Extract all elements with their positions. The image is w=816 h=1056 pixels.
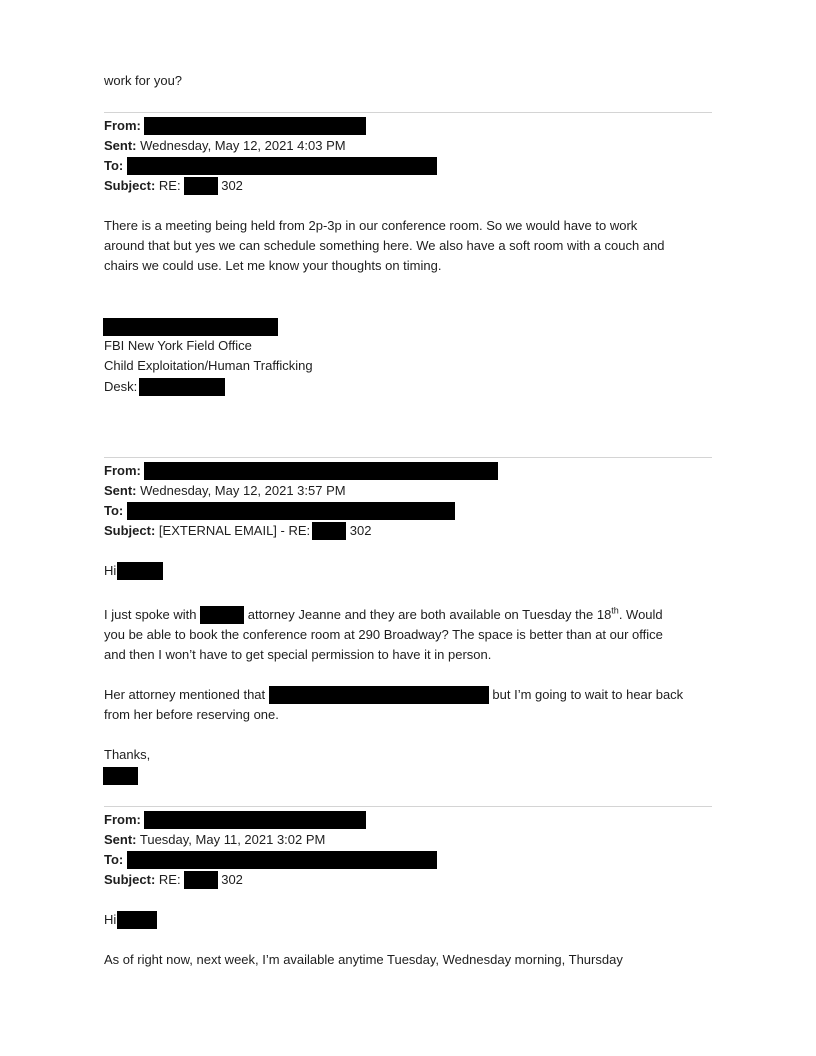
intro-text: work for you? bbox=[104, 73, 183, 88]
subject-label: Subject: bbox=[104, 178, 156, 193]
email3-sent-row bbox=[104, 831, 325, 849]
redaction-block bbox=[127, 157, 437, 175]
redaction-block bbox=[312, 522, 346, 540]
redaction-block bbox=[139, 378, 225, 396]
email3-subject-prefix: RE: bbox=[158, 872, 181, 887]
separator-rule bbox=[104, 457, 712, 458]
separator-rule bbox=[104, 112, 712, 113]
to-label: To: bbox=[104, 503, 124, 518]
redaction-block bbox=[144, 117, 366, 135]
email2-sent-row bbox=[104, 482, 346, 500]
signature-office: FBI New York Field Office bbox=[104, 338, 252, 353]
email2-text: . Would bbox=[618, 607, 663, 622]
email3-subject-suffix: 302 bbox=[221, 872, 243, 887]
email3-to-row bbox=[104, 851, 437, 869]
email1-body-line: chairs we could use. Let me know your thoughts on timing. bbox=[104, 258, 442, 273]
from-label: From: bbox=[104, 463, 141, 478]
redaction-block bbox=[127, 851, 437, 869]
signature-desk-row bbox=[104, 378, 225, 396]
from-label: From: bbox=[104, 118, 141, 133]
email1-subject-row bbox=[104, 177, 243, 195]
email2-superscript: th bbox=[611, 605, 619, 616]
redaction-block bbox=[117, 911, 157, 929]
email1-sent-value: Wednesday, May 12, 2021 4:03 PM bbox=[140, 138, 346, 153]
signature-desk-label: Desk: bbox=[104, 379, 138, 394]
email2-to-row bbox=[104, 502, 455, 520]
email1-body-line: There is a meeting being held from 2p-3p in our conference room. So we would have to work bbox=[104, 218, 638, 233]
email3-subject-row bbox=[104, 871, 243, 889]
redaction-block bbox=[144, 811, 366, 829]
sent-label: Sent: bbox=[104, 832, 137, 847]
redaction-block bbox=[200, 606, 244, 624]
to-label: To: bbox=[104, 158, 124, 173]
email3-greeting-row bbox=[104, 911, 157, 929]
email2-subject-suffix: 302 bbox=[349, 523, 372, 538]
email-thread bbox=[104, 0, 712, 1056]
redaction-block bbox=[269, 686, 489, 704]
email2-text: but I’m going to wait to hear back bbox=[492, 687, 684, 702]
email2-para2-line bbox=[104, 686, 683, 704]
redaction-block bbox=[103, 318, 278, 336]
email2-para1-line: you be able to book the conference room at 290 Broadway? The space is better than at our office bbox=[104, 627, 663, 642]
email2-from-row bbox=[104, 462, 498, 480]
email2-greeting-row bbox=[104, 562, 163, 580]
email2-para1-line: and then I won’t have to get special permission to have it in person. bbox=[104, 647, 492, 662]
email1-subject-prefix: RE: bbox=[158, 178, 181, 193]
email3-sent-value: Tuesday, May 11, 2021 3:02 PM bbox=[139, 832, 326, 847]
to-label: To: bbox=[104, 852, 124, 867]
email2-text: attorney Jeanne and they are both available on Tuesday the 18 bbox=[247, 607, 612, 622]
email2-greeting: Hi bbox=[104, 563, 117, 578]
email2-sent-value: Wednesday, May 12, 2021 3:57 PM bbox=[140, 483, 346, 498]
sent-label: Sent: bbox=[104, 138, 137, 153]
redaction-block bbox=[144, 462, 498, 480]
sent-label: Sent: bbox=[104, 483, 137, 498]
subject-label: Subject: bbox=[104, 872, 156, 887]
redaction-block bbox=[103, 767, 138, 785]
email2-subject-row bbox=[104, 522, 371, 540]
email2-closing: Thanks, bbox=[104, 747, 151, 762]
redaction-block bbox=[127, 502, 455, 520]
signature-unit: Child Exploitation/Human Trafficking bbox=[104, 358, 313, 373]
email2-text: I just spoke with bbox=[104, 607, 197, 622]
email2-subject-prefix: [EXTERNAL EMAIL] - RE: bbox=[158, 523, 311, 538]
from-label: From: bbox=[104, 812, 141, 827]
email1-to-row bbox=[104, 157, 437, 175]
redaction-block bbox=[184, 177, 218, 195]
email2-para1-line bbox=[104, 606, 663, 624]
email2-text: Her attorney mentioned that bbox=[104, 687, 266, 702]
email3-body-line: As of right now, next week, I’m available anytime Tuesday, Wednesday morning, Thursday bbox=[104, 952, 623, 967]
separator-rule bbox=[104, 806, 712, 807]
email1-body-line: around that but yes we can schedule something here. We also have a soft room with a couch and bbox=[104, 238, 665, 253]
redaction-block bbox=[117, 562, 163, 580]
email1-subject-suffix: 302 bbox=[221, 178, 243, 193]
email1-sent-row bbox=[104, 137, 346, 155]
email3-from-row bbox=[104, 811, 366, 829]
email3-greeting: Hi bbox=[104, 912, 117, 927]
email2-para2-line: from her before reserving one. bbox=[104, 707, 279, 722]
email1-from-row bbox=[104, 117, 366, 135]
subject-label: Subject: bbox=[104, 523, 156, 538]
redaction-block bbox=[184, 871, 218, 889]
